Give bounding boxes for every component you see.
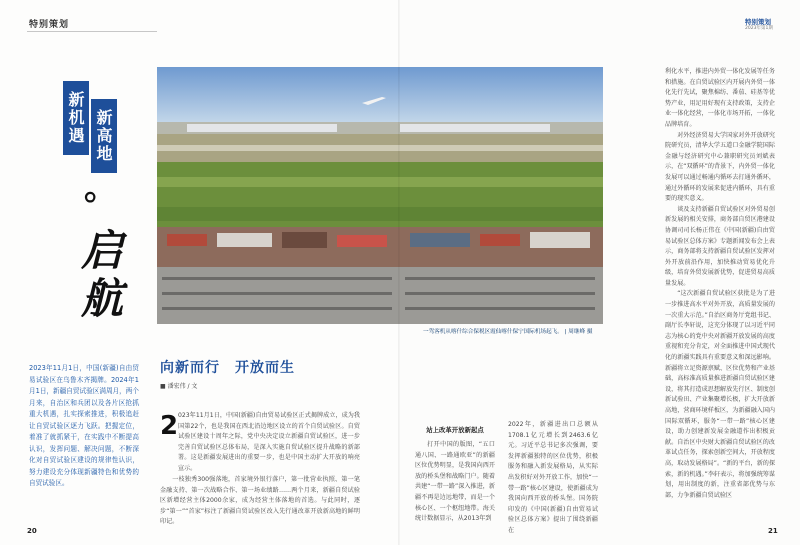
title-box-new-highland: 新高地 bbox=[91, 99, 117, 173]
right-col-a2: 对外经济贸易大学国家对外开放研究院研究员，清华大学五道口金融学院国际金融与经济研究中心兼职研究员刘斌表示，在“双循环”的背景下，内外贸一体化发展可以通过畅通内循环去打通外循环，通过外循环的发展来促进内循环，具有重要的现实意义。 bbox=[665, 131, 775, 203]
article-col1b-text: 一枝独秀300强落地，首家境外银行落户，第一批营业执照、第一笔金融支持、第一次战略合作、第一场业绩路……两个月来，新疆自贸试验区新增经营主体2000余家，成为经营主体落地的首选。与此同时，逐步“第一”“首家”标注了新疆自贸试验区改入先行通改革开放新高地的鲜明印记。 bbox=[160, 476, 360, 526]
right-col-b: “这次新疆自贸试验区获批是为了进一步推进高水平对外开放，高质量发展的一次重大示范。”自治区商务厅党组书记、副厅长李轩说，这充分体现了以习近平同志为核心的党中央对新疆开放发展的高度重视和充分肯定，对全面推进中国式现代化的新疆实践具有重要意义和深远影响。新疆将立足资源禀赋、区位优势和产业基础，高标准高质量推进新疆自贸试验区建设，将其打造成思想解放先行区、制度创新试验田、产业集聚增长极，扩大开放新高地，营商环境样板区，为新疆融入国内国际双循环，服务“一带一路”核心区建设，助力创建新发展金融道作出积极贡献。自治区中央财大新疆自贸试验区的改革试点任务，探索创新空间大，开放程度高，取动发展格局”。“新的平台，新的探索，新的机遇。”李轩表示，将加强统筹谋划，用出制度的新，注重省部优势与东部，力争新疆自贸试验区 bbox=[665, 290, 775, 499]
right-issue: 2023年第1期 bbox=[745, 26, 773, 31]
article-col1-text: 023年11月1日，中国(新疆)自由贸易试验区正式揭牌成立，成为我国第22个，也是我国在西北沿边地区设立的首个自贸试验区。自贸试验区建设十周年之际，党中央决定设立新疆自贸试验区，进一步完善自贸试验区总体布局，是深入实施自贸试验区提升战略的新部署。这是新疆发展进出的重要一步，也是中国主动扩大开放的响亮宣示。 bbox=[178, 412, 360, 472]
article-title: 向新而行 开放而生 bbox=[160, 360, 295, 376]
right-col-a1: 利化水平，推进内外贸一体化发展等任务和措施。在自贸试验区内开展内外贸一体化先行先试，聚焦棉纺、番茄、硅基等优势产业，用足用好现有支持政策，支持企业一体化经营，一体化市场开拓，一体化品牌培育。 bbox=[665, 68, 775, 128]
right-col-a3: 谈及支持新疆自贸试验区对外贸易创新发展的相关安排，商务部自贸区港建设协调司司长杨正伟在《中国(新疆)自由贸易试验区总体方案》专题新闻发布会上表示，商务部将支持新疆自贸试验区发挥对外开放前沿作用，加快推动贸易优化升级，培育外贸发展新优势，促进贸易高质量发展。 bbox=[665, 205, 775, 287]
intro-paragraph: 2023年11月1日，中国(新疆)自由贸易试验区在乌鲁木齐揭牌。2024年1月1日，新疆自贸试验区满周月，两个月来，自治区和兵团以及各片区抢抓重大机遇，扎实探索推进，积极追赶让自贸试验区逐力飞跃。把握定位，着准了就抓紧干，在实践中不断提高认识，发挥问题、解决问题，不断深化对自贸试验区建设的规律性认识，努力建设充分体现新疆特色和优势的自贸试验区。 bbox=[29, 364, 139, 487]
right-brand: 特别策划 bbox=[745, 18, 771, 26]
section-tag: 特别策划 bbox=[29, 20, 70, 30]
calligraphy-title: 启航 bbox=[75, 228, 124, 324]
article-col1b bbox=[160, 475, 360, 528]
airport-photo-right bbox=[400, 67, 603, 324]
page-number-left: 20 bbox=[27, 527, 37, 535]
right-page bbox=[400, 0, 800, 545]
title-box-new-opportunity: 新机遇 bbox=[63, 81, 89, 155]
article-col2 bbox=[415, 440, 495, 525]
photo-caption: 一驾客机从喀什综合保税区霞仙喀什保宁国际机场起飞。 | 周继峰 摄 bbox=[423, 329, 593, 335]
subhead: 站上改革开放新起点 bbox=[426, 426, 484, 434]
right-column bbox=[665, 67, 775, 501]
drop-cap: 2 bbox=[160, 411, 179, 441]
airport-photo-art bbox=[157, 67, 400, 324]
article-col3 bbox=[508, 420, 598, 537]
article-col2-text: 打开中国的版图，“五口通八国、一路通欧亚”的新疆区位优势明显，是我国向西开放的桥头堡和战略门户。随着共建“一带一路”深入推进，新疆不再是边远地带，而是一个核心区、一个枢纽地带。海关统计数据显示，从2013年到 bbox=[415, 441, 495, 523]
airport-photo-art-right bbox=[400, 67, 603, 324]
article-col1 bbox=[178, 411, 360, 475]
page-number-right: 21 bbox=[768, 527, 778, 535]
article-byline: ■ 潘宏伟 / 文 bbox=[160, 383, 198, 390]
airport-photo-left bbox=[157, 67, 400, 324]
article-col3-text: 2022年，新疆进出口总额从1708.1亿元增长到2463.6亿元。习近平总书记多次强调，要发挥新疆独特的区位优势，积极服务和融入新发展格局，从实际出发积好对外开放工作，加快“一带一路”核心区建设，使新疆成为我国向西开放的桥头堡。国务院印发的《中国(新疆)自由贸易试验区总体方案》提出了围绕新疆在 bbox=[508, 421, 598, 534]
title-dot: 。 bbox=[84, 168, 118, 208]
header-rule bbox=[27, 31, 157, 32]
